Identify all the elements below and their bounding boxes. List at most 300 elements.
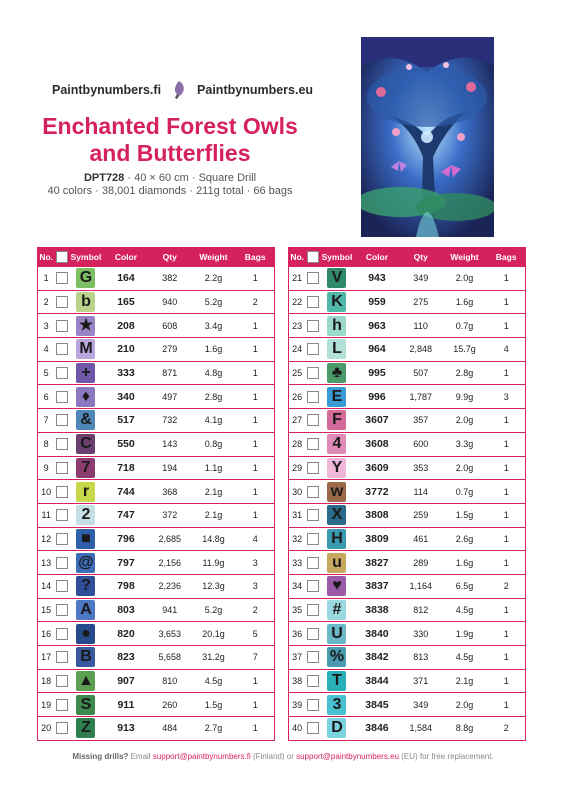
color-code: 803 [103, 598, 149, 622]
row-checkbox[interactable] [307, 675, 319, 687]
symbol-cell [69, 646, 103, 670]
quantity: 941 [149, 598, 191, 622]
row-checkbox-cell[interactable] [54, 503, 69, 527]
quantity: 2,685 [149, 527, 191, 551]
row-checkbox[interactable] [56, 320, 68, 332]
weight: 6.5g [442, 574, 488, 598]
symbol-cell [69, 267, 103, 290]
color-code: 3607 [354, 409, 400, 433]
row-checkbox[interactable] [307, 320, 319, 332]
bags: 1 [487, 551, 525, 575]
color-code: 959 [354, 290, 400, 314]
quantity: 110 [400, 314, 442, 338]
color-code: 747 [103, 503, 149, 527]
symbol-chip: u [327, 553, 346, 573]
table-row [289, 456, 526, 480]
bags: 1 [487, 456, 525, 480]
color-code: 333 [103, 361, 149, 385]
row-checkbox-cell[interactable] [305, 432, 320, 456]
table-row [289, 480, 526, 504]
bags: 1 [236, 267, 274, 290]
weight: 8.8g [442, 717, 488, 741]
symbol-cell [320, 409, 354, 433]
table-row [38, 717, 275, 741]
table-row [289, 527, 526, 551]
row-checkbox-cell[interactable] [54, 646, 69, 670]
symbol-chip: U [327, 624, 346, 644]
weight: 2.0g [442, 409, 488, 433]
email-link-eu[interactable]: support@paintbynumbers.eu [296, 752, 399, 761]
row-checkbox[interactable] [56, 414, 68, 426]
row-checkbox[interactable] [56, 462, 68, 474]
row-checkbox[interactable] [56, 296, 68, 308]
symbol-chip: + [76, 363, 95, 383]
row-checkbox[interactable] [307, 722, 319, 734]
row-checkbox-cell[interactable] [54, 385, 69, 409]
row-number: 29 [289, 456, 306, 480]
bags: 1 [236, 456, 274, 480]
color-table-right [288, 247, 526, 741]
symbol-chip: ♥ [327, 576, 346, 596]
row-checkbox[interactable] [307, 580, 319, 592]
color-code: 517 [103, 409, 149, 433]
color-code: 963 [354, 314, 400, 338]
product-title: Enchanted Forest Owls and Butterflies [42, 113, 298, 166]
bags: 4 [236, 527, 274, 551]
row-number: 32 [289, 527, 306, 551]
row-checkbox-cell[interactable] [305, 622, 320, 646]
quantity: 608 [149, 314, 191, 338]
table-row [289, 503, 526, 527]
bags: 1 [487, 598, 525, 622]
row-number: 19 [38, 693, 55, 717]
bags: 7 [236, 646, 274, 670]
row-number: 9 [38, 456, 55, 480]
footer-lead: Missing drills? [72, 752, 129, 761]
row-checkbox[interactable] [56, 272, 68, 284]
bags: 1 [487, 267, 525, 290]
row-checkbox[interactable] [307, 651, 319, 663]
row-checkbox-cell[interactable] [305, 267, 320, 290]
row-checkbox[interactable] [56, 486, 68, 498]
row-number: 2 [38, 290, 55, 314]
symbol-chip: B [76, 647, 95, 667]
row-checkbox[interactable] [307, 628, 319, 640]
row-checkbox-cell[interactable] [54, 598, 69, 622]
symbol-chip: # [327, 600, 346, 620]
color-code: 797 [103, 551, 149, 575]
quantity: 260 [149, 693, 191, 717]
symbol-cell [320, 385, 354, 409]
footer-tail: (EU) for free replacement. [398, 752, 494, 761]
symbol-cell [320, 574, 354, 598]
row-checkbox-cell[interactable] [54, 267, 69, 290]
row-checkbox[interactable] [307, 557, 319, 569]
row-checkbox-cell[interactable] [54, 669, 69, 693]
weight: 5.2g [191, 290, 237, 314]
weight: 1.1g [191, 456, 237, 480]
row-checkbox[interactable] [56, 675, 68, 687]
symbol-cell [320, 551, 354, 575]
symbol-chip: ● [76, 624, 95, 644]
header-no: No. [38, 247, 55, 267]
row-number: 3 [38, 314, 55, 338]
row-checkbox[interactable] [56, 343, 68, 355]
row-number: 24 [289, 338, 306, 362]
row-checkbox[interactable] [56, 557, 68, 569]
bags: 4 [487, 338, 525, 362]
quantity: 1,787 [400, 385, 442, 409]
bags: 2 [487, 574, 525, 598]
color-code: 3608 [354, 432, 400, 456]
row-checkbox[interactable] [56, 391, 68, 403]
symbol-chip: ■ [76, 529, 95, 549]
color-table-left [37, 247, 275, 741]
row-checkbox[interactable] [307, 462, 319, 474]
quantity: 382 [149, 267, 191, 290]
row-checkbox-cell[interactable] [305, 409, 320, 433]
weight: 1.5g [191, 693, 237, 717]
row-checkbox-cell[interactable] [305, 669, 320, 693]
weight: 4.5g [442, 598, 488, 622]
bags: 1 [236, 717, 274, 741]
header-bags: Bags [236, 247, 274, 267]
symbol-cell [320, 598, 354, 622]
row-checkbox[interactable] [56, 628, 68, 640]
weight: 5.2g [191, 598, 237, 622]
table-row [38, 385, 275, 409]
symbol-cell [69, 409, 103, 433]
row-number: 4 [38, 338, 55, 362]
row-number: 22 [289, 290, 306, 314]
row-checkbox-cell[interactable] [54, 314, 69, 338]
row-number: 11 [38, 503, 55, 527]
table-row [38, 480, 275, 504]
row-checkbox-cell[interactable] [305, 527, 320, 551]
bags: 1 [487, 480, 525, 504]
color-code: 911 [103, 693, 149, 717]
row-checkbox-cell[interactable] [305, 456, 320, 480]
header-bags: Bags [487, 247, 525, 267]
row-number: 12 [38, 527, 55, 551]
row-checkbox[interactable] [56, 509, 68, 521]
row-checkbox[interactable] [307, 604, 319, 616]
color-code: 550 [103, 432, 149, 456]
quantity: 810 [149, 669, 191, 693]
table-row [289, 622, 526, 646]
table-row [38, 314, 275, 338]
row-checkbox[interactable] [307, 699, 319, 711]
symbol-cell [320, 267, 354, 290]
row-checkbox-cell[interactable] [54, 361, 69, 385]
bags: 3 [487, 385, 525, 409]
symbol-chip: & [76, 410, 95, 430]
row-checkbox[interactable] [56, 580, 68, 592]
row-checkbox-cell[interactable] [54, 551, 69, 575]
symbol-cell [320, 361, 354, 385]
symbol-cell [320, 693, 354, 717]
quantity: 1,584 [400, 717, 442, 741]
quantity: 732 [149, 409, 191, 433]
table-header-row [289, 247, 526, 267]
symbol-chip: E [327, 387, 346, 407]
header-checkbox-box [56, 251, 68, 263]
row-checkbox-cell[interactable] [305, 314, 320, 338]
table-row [289, 669, 526, 693]
table-row [289, 551, 526, 575]
row-checkbox-cell[interactable] [54, 717, 69, 741]
product-code: DPT728 [83, 172, 125, 184]
symbol-chip: Z [76, 718, 95, 738]
weight: 1.6g [191, 338, 237, 362]
row-checkbox-cell[interactable] [54, 290, 69, 314]
row-number: 16 [38, 622, 55, 646]
bags: 5 [236, 622, 274, 646]
table-row [38, 646, 275, 670]
table-row [38, 409, 275, 433]
row-checkbox[interactable] [56, 699, 68, 711]
bags: 1 [487, 290, 525, 314]
symbol-cell [320, 432, 354, 456]
quantity: 940 [149, 290, 191, 314]
symbol-cell [69, 480, 103, 504]
row-checkbox-cell[interactable] [54, 693, 69, 717]
footer-note [0, 752, 566, 761]
row-checkbox[interactable] [307, 533, 319, 545]
footer-email-prefix: Email [128, 752, 153, 761]
row-checkbox-cell[interactable] [305, 480, 320, 504]
bags: 1 [487, 314, 525, 338]
color-code: 3845 [354, 693, 400, 717]
row-checkbox-cell[interactable] [305, 646, 320, 670]
symbol-chip: 7 [76, 458, 95, 478]
bags: 1 [236, 314, 274, 338]
preview-image [361, 37, 494, 237]
row-checkbox-cell[interactable] [305, 361, 320, 385]
row-checkbox-cell[interactable] [305, 717, 320, 741]
symbol-chip: b [76, 292, 95, 312]
color-code: 340 [103, 385, 149, 409]
color-code: 3808 [354, 503, 400, 527]
row-checkbox[interactable] [56, 438, 68, 450]
weight: 1.6g [442, 290, 488, 314]
table-row [38, 361, 275, 385]
row-checkbox-cell[interactable] [54, 574, 69, 598]
row-checkbox-cell[interactable] [305, 503, 320, 527]
bags: 2 [487, 717, 525, 741]
quantity: 2,236 [149, 574, 191, 598]
color-code: 796 [103, 527, 149, 551]
color-code: 165 [103, 290, 149, 314]
paintbrush-icon [171, 80, 187, 100]
row-checkbox[interactable] [307, 272, 319, 284]
bags: 2 [236, 598, 274, 622]
row-checkbox-cell[interactable] [305, 290, 320, 314]
row-checkbox[interactable] [307, 367, 319, 379]
row-checkbox-cell[interactable] [305, 338, 320, 362]
symbol-chip: M [76, 339, 95, 359]
symbol-chip: G [76, 268, 95, 288]
quantity: 275 [400, 290, 442, 314]
row-checkbox-cell[interactable] [305, 693, 320, 717]
symbol-chip: % [327, 647, 346, 667]
symbol-cell [320, 503, 354, 527]
weight: 2.8g [191, 385, 237, 409]
color-code: 3837 [354, 574, 400, 598]
weight: 2.8g [442, 361, 488, 385]
row-checkbox[interactable] [307, 391, 319, 403]
row-number: 31 [289, 503, 306, 527]
row-number: 39 [289, 693, 306, 717]
symbol-cell [320, 622, 354, 646]
row-checkbox[interactable] [307, 486, 319, 498]
symbol-cell [69, 314, 103, 338]
row-checkbox[interactable] [307, 296, 319, 308]
color-code: 823 [103, 646, 149, 670]
color-code: 820 [103, 622, 149, 646]
symbol-chip: ▲ [78, 672, 94, 690]
row-checkbox[interactable] [56, 722, 68, 734]
table-row [289, 598, 526, 622]
symbol-cell [320, 669, 354, 693]
row-checkbox[interactable] [56, 651, 68, 663]
quantity: 357 [400, 409, 442, 433]
table-row [38, 622, 275, 646]
table-row [38, 693, 275, 717]
row-checkbox[interactable] [56, 367, 68, 379]
row-checkbox-cell[interactable] [305, 598, 320, 622]
color-code: 3772 [354, 480, 400, 504]
bags: 1 [236, 385, 274, 409]
weight: 0.7g [442, 314, 488, 338]
row-number: 28 [289, 432, 306, 456]
quantity: 2,848 [400, 338, 442, 362]
weight: 11.9g [191, 551, 237, 575]
row-number: 20 [38, 717, 55, 741]
row-checkbox-cell[interactable] [54, 409, 69, 433]
bags: 1 [236, 432, 274, 456]
color-code: 208 [103, 314, 149, 338]
row-number: 14 [38, 574, 55, 598]
symbol-cell [69, 338, 103, 362]
symbol-cell [320, 338, 354, 362]
row-checkbox-cell[interactable] [54, 527, 69, 551]
row-checkbox-cell[interactable] [54, 456, 69, 480]
weight: 4.1g [191, 409, 237, 433]
header-weight: Weight [442, 247, 488, 267]
weight: 0.7g [442, 480, 488, 504]
quantity: 2,156 [149, 551, 191, 575]
symbol-cell [69, 361, 103, 385]
table-row [38, 551, 275, 575]
row-number: 37 [289, 646, 306, 670]
quantity: 3,653 [149, 622, 191, 646]
row-checkbox-cell[interactable] [305, 385, 320, 409]
symbol-cell [69, 598, 103, 622]
symbol-chip: C [76, 434, 95, 454]
row-checkbox-cell[interactable] [305, 574, 320, 598]
brand-fi[interactable]: Paintbynumbers.fi [52, 83, 162, 97]
header-qty: Qty [149, 247, 191, 267]
weight: 2.6g [442, 527, 488, 551]
symbol-cell [69, 551, 103, 575]
bags: 1 [236, 480, 274, 504]
weight: 12.3g [191, 574, 237, 598]
header-weight: Weight [191, 247, 237, 267]
weight: 2.0g [442, 456, 488, 480]
row-number: 1 [38, 267, 55, 290]
bags: 1 [487, 409, 525, 433]
symbol-cell [69, 290, 103, 314]
row-checkbox[interactable] [56, 604, 68, 616]
row-number: 38 [289, 669, 306, 693]
table-row [289, 574, 526, 598]
symbol-chip: D [327, 718, 346, 738]
symbol-cell [69, 717, 103, 741]
bags: 1 [487, 622, 525, 646]
color-code: 3842 [354, 646, 400, 670]
footer-mid: (Finland) or [250, 752, 297, 761]
row-number: 8 [38, 432, 55, 456]
table-row [38, 338, 275, 362]
bags: 1 [487, 669, 525, 693]
row-checkbox-cell[interactable] [54, 432, 69, 456]
brand-eu[interactable]: Paintbynumbers.eu [197, 83, 314, 97]
bags: 1 [236, 338, 274, 362]
row-checkbox-cell[interactable] [305, 551, 320, 575]
table-row [38, 669, 275, 693]
email-link-fi[interactable]: support@paintbynumbers.fi [152, 752, 251, 761]
row-checkbox-cell[interactable] [54, 622, 69, 646]
row-checkbox[interactable] [307, 414, 319, 426]
symbol-chip: 2 [76, 505, 95, 525]
row-number: 13 [38, 551, 55, 575]
symbol-cell [320, 290, 354, 314]
table-row [289, 338, 526, 362]
row-number: 23 [289, 314, 306, 338]
color-code: 3809 [354, 527, 400, 551]
symbol-cell [69, 432, 103, 456]
color-code: 996 [354, 385, 400, 409]
table-row [38, 598, 275, 622]
header-symbol: Symbol [320, 247, 354, 267]
table-body-left [38, 267, 275, 740]
symbol-chip: V [327, 268, 346, 288]
quantity: 371 [400, 669, 442, 693]
row-checkbox[interactable] [307, 509, 319, 521]
symbol-chip: ? [76, 576, 95, 596]
bags: 1 [487, 527, 525, 551]
weight: 2.0g [442, 693, 488, 717]
weight: 4.5g [191, 669, 237, 693]
row-checkbox-cell[interactable] [54, 480, 69, 504]
color-code: 913 [103, 717, 149, 741]
weight: 3.4g [191, 314, 237, 338]
row-number: 36 [289, 622, 306, 646]
weight: 9.9g [442, 385, 488, 409]
color-code: 964 [354, 338, 400, 362]
row-checkbox[interactable] [307, 438, 319, 450]
weight: 2.0g [442, 267, 488, 290]
row-number: 18 [38, 669, 55, 693]
header-qty: Qty [400, 247, 442, 267]
row-checkbox-cell[interactable] [54, 338, 69, 362]
symbol-cell [320, 646, 354, 670]
row-checkbox[interactable] [56, 533, 68, 545]
row-number: 17 [38, 646, 55, 670]
row-checkbox[interactable] [307, 343, 319, 355]
quantity: 349 [400, 267, 442, 290]
